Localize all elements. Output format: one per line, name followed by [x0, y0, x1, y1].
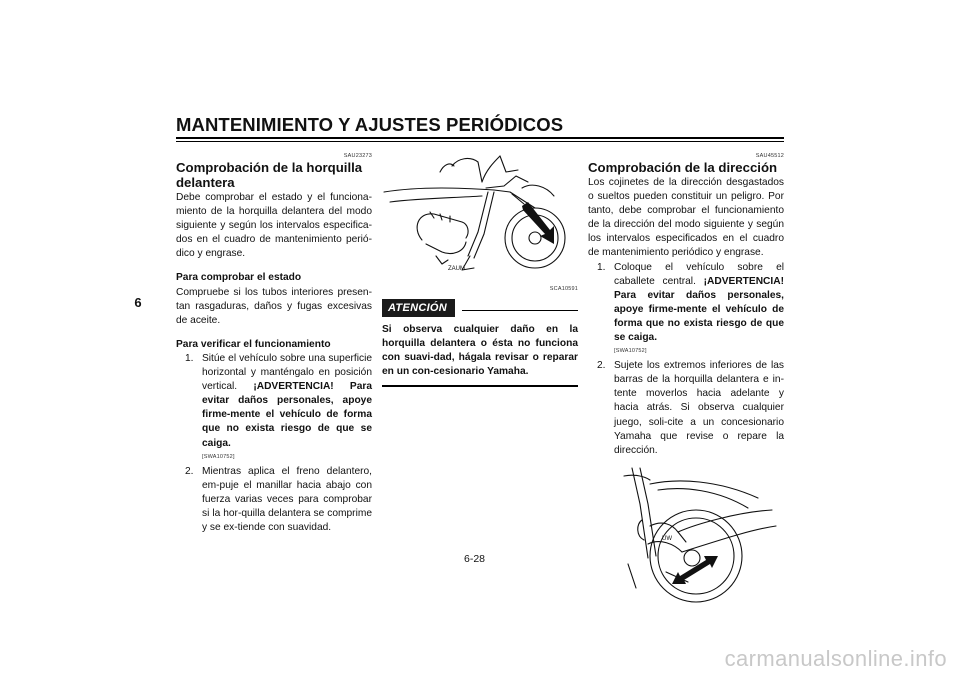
- step-number: 2.: [597, 360, 606, 372]
- section-code: SAU23273: [343, 153, 372, 159]
- list-item: [588, 261, 784, 356]
- step-list: [176, 352, 372, 535]
- warning-text: ¡ADVERTENCIA! Para evitar daños personales, apoye firme-mente el vehículo de forma que no exista riesgo de que se caiga.: [614, 275, 784, 344]
- notice-code: SCA10591: [549, 286, 578, 293]
- page-number: 6-28: [464, 553, 486, 565]
- step-text: Sitúe el vehículo sobre una superficie horizontal y manténgalo en posición vertical.: [202, 352, 372, 393]
- fork-illustration: [382, 152, 578, 285]
- list-item: [176, 352, 372, 461]
- section-heading: Comprobación de la horquilla delantera: [176, 160, 363, 190]
- motorcycle-handlebar-illustration: [382, 152, 578, 280]
- notice-rule: [382, 385, 578, 387]
- step-list: [588, 261, 784, 458]
- warning-code: [SWA10752]: [202, 453, 235, 460]
- subheading-state: Para comprobar el estado: [176, 272, 302, 284]
- page-title: MANTENIMIENTO Y AJUSTES PERIÓDICOS: [176, 114, 564, 135]
- warning-text: ¡ADVERTENCIA! Para evitar daños personales, apoye firme-mente el vehículo de forma que no exista riesgo de que se caiga.: [202, 381, 372, 449]
- notice-text: Si observa cualquier daño en la horquilla delantera o ésta no funciona con suavi-dad, hágala revisar o reparar en un con-cesionario Yamaha.: [382, 324, 578, 378]
- list-item: [176, 465, 372, 535]
- watermark: carmanualsonline.info: [724, 646, 947, 671]
- step-text: Mientras aplica el freno delantero, em-puje el manillar hacia abajo con fuerza varias veces para comprobar si la hor-quilla delantera se comprime y se ex-tiende con suavidad.: [202, 465, 372, 533]
- step-number: 1.: [597, 261, 606, 273]
- step-text: Coloque el vehículo sobre el caballete central.: [614, 261, 784, 287]
- state-paragraph: Compruebe si los tubos interiores presen-tan rasgaduras, daños y fugas excesivas de aceite.: [176, 286, 372, 326]
- column-steering-check: [588, 152, 784, 609]
- column-fork-check: [176, 152, 372, 535]
- steering-illustration: [588, 464, 784, 609]
- notice-line: [462, 310, 578, 311]
- chapter-tab: 6: [134, 295, 142, 310]
- step-number: 1.: [185, 352, 194, 364]
- step-text: Sujete los extremos inferiores de las barras de la horquilla delantera e in-tente moverlos hacia adelante y hacia atrás. Si observa cualquier juego, soli-cite a un concesionario Yamaha que revise o repare la dirección.: [614, 360, 784, 456]
- svg-text:UW: UW: [662, 535, 672, 542]
- section-code: SAU45512: [755, 153, 784, 159]
- front-wheel-illustration: [588, 464, 784, 604]
- notice-label: ATENCIÓN: [382, 299, 455, 317]
- section-heading: Comprobación de la dirección: [588, 160, 778, 175]
- title-rule: [176, 137, 784, 139]
- column-notice: [382, 152, 578, 387]
- step-number: 2.: [185, 465, 194, 477]
- title-rule-thin: [176, 141, 784, 142]
- svg-text:ZAUM: ZAUM: [448, 266, 465, 272]
- intro-paragraph: Los cojinetes de la dirección desgastados o sueltos pueden constituir un peligro. Por tanto, debe comprobar el funcionamiento de la dirección del modo siguiente y según los intervalos especificados en el cuadro de mantenimiento periódico y engrase.: [588, 177, 784, 259]
- warning-code: [SWA10752]: [614, 348, 647, 355]
- list-item: [588, 359, 784, 458]
- intro-paragraph: Debe comprobar el estado y el funciona-miento de la horquilla delantera del modo siguiente y según los intervalos especifica-dos en el cuadro de mantenimiento perió-dico y engrase.: [176, 192, 372, 260]
- notice-header: [382, 299, 578, 319]
- subheading-function: Para verificar el funcionamiento: [176, 338, 331, 350]
